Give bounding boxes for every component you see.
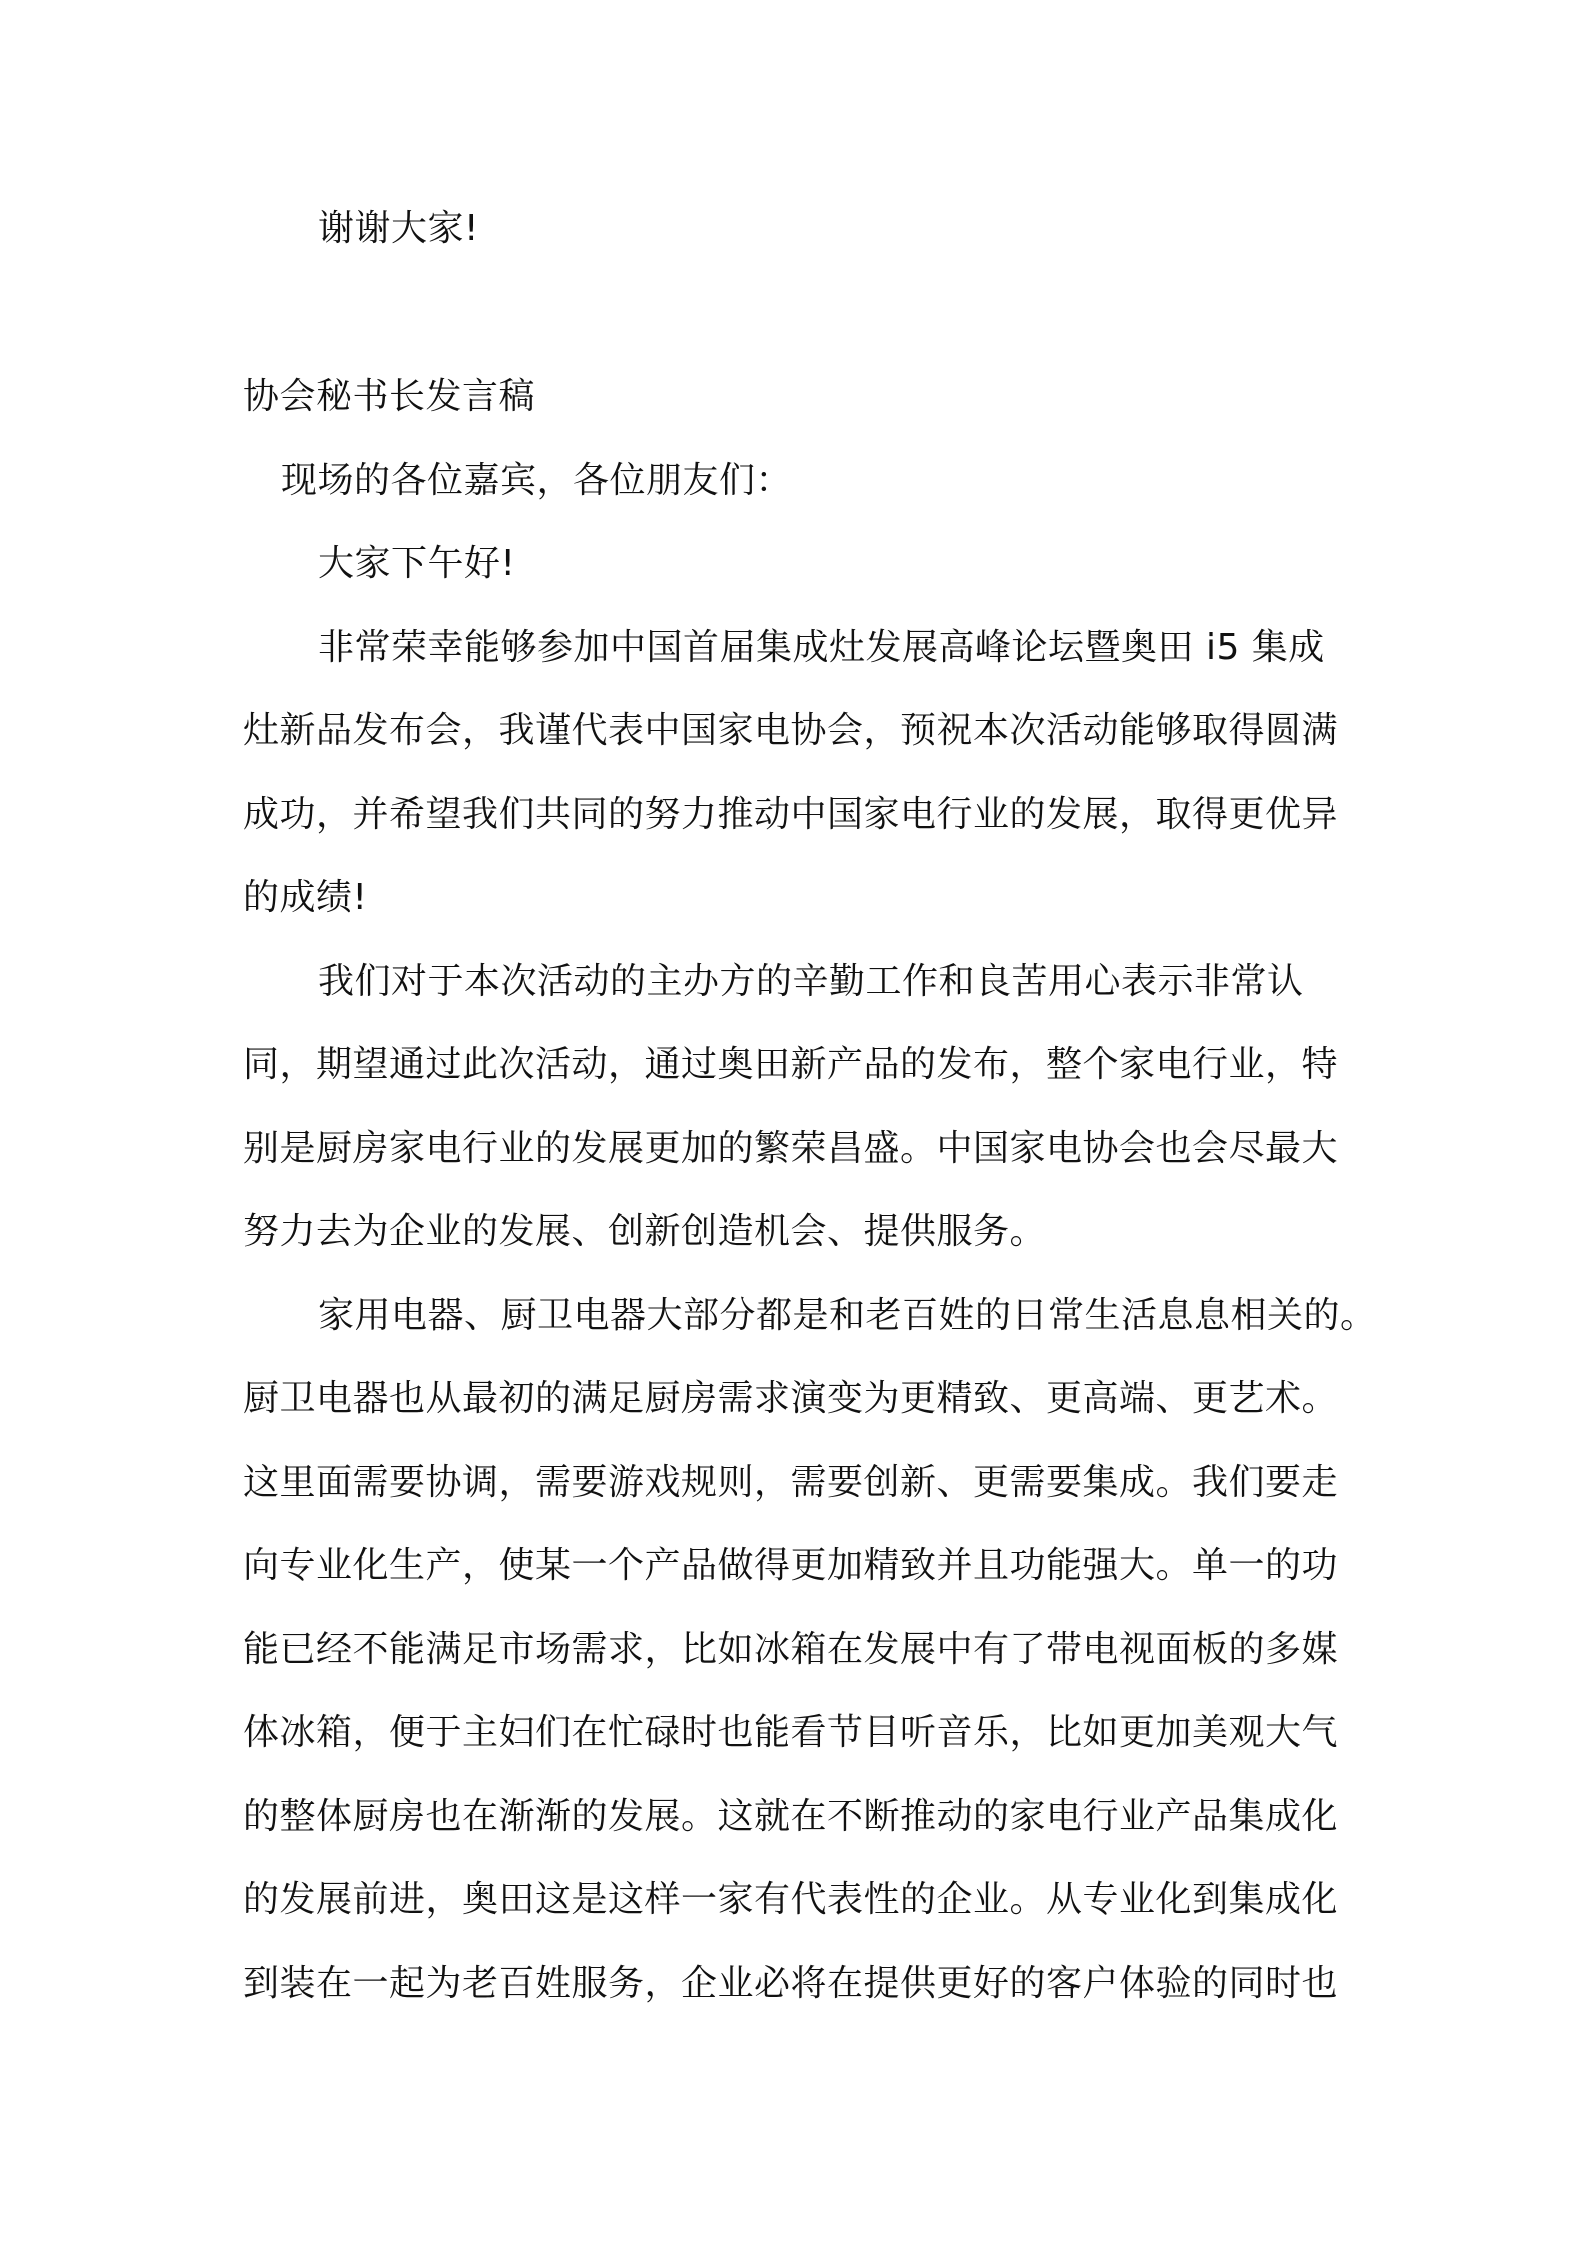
closing-remark: 谢谢大家! (318, 208, 479, 249)
paragraph-3-line-4: 向专业化生产，使某一个产品做得更加精致并且功能强大。单一的功 (243, 1545, 1339, 1586)
greeting: 大家下午好! (318, 543, 516, 584)
paragraph-3-line-3: 这里面需要协调，需要游戏规则，需要创新、更需要集成。我们要走 (243, 1462, 1339, 1503)
paragraph-1-line-4: 的成绩! (243, 877, 368, 918)
paragraph-3-line-2: 厨卫电器也从最初的满足厨房需求演变为更精致、更高端、更艺术。 (243, 1378, 1339, 1419)
paragraph-2-line-3: 别是厨房家电行业的发展更加的繁荣昌盛。中国家电协会也会尽最大 (243, 1128, 1339, 1169)
paragraph-1-line-3: 成功，并希望我们共同的努力推动中国家电行业的发展，取得更优异 (243, 794, 1339, 835)
paragraph-3-line-5: 能已经不能满足市场需求，比如冰箱在发展中有了带电视面板的多媒 (243, 1629, 1339, 1670)
paragraph-3-line-6: 体冰箱，便于主妇们在忙碌时也能看节目听音乐，比如更加美观大气 (243, 1712, 1339, 1753)
paragraph-1-line-1: 非常荣幸能够参加中国首届集成灶发展高峰论坛暨奥田 i5 集成 (318, 627, 1325, 668)
salutation: 现场的各位嘉宾，各位朋友们： (281, 460, 793, 501)
paragraph-3-line-8: 的发展前进，奥田这是这样一家有代表性的企业。从专业化到集成化 (243, 1879, 1339, 1920)
paragraph-1-line-2: 灶新品发布会，我谨代表中国家电协会，预祝本次活动能够取得圆满 (243, 710, 1339, 751)
paragraph-3-line-1: 家用电器、厨卫电器大部分都是和老百姓的日常生活息息相关的。 (318, 1295, 1377, 1336)
paragraph-2-line-1: 我们对于本次活动的主办方的辛勤工作和良苦用心表示非常认 (318, 961, 1304, 1002)
paragraph-3-line-9: 到装在一起为老百姓服务，企业必将在提供更好的客户体验的同时也 (243, 1963, 1339, 2004)
paragraph-2-line-2: 同，期望通过此次活动，通过奥田新产品的发布，整个家电行业，特 (243, 1044, 1339, 1085)
paragraph-2-line-4: 努力去为企业的发展、创新创造机会、提供服务。 (243, 1211, 1047, 1252)
speech-title: 协会秘书长发言稿 (243, 376, 536, 417)
paragraph-3-line-7: 的整体厨房也在渐渐的发展。这就在不断推动的家电行业产品集成化 (243, 1796, 1339, 1837)
